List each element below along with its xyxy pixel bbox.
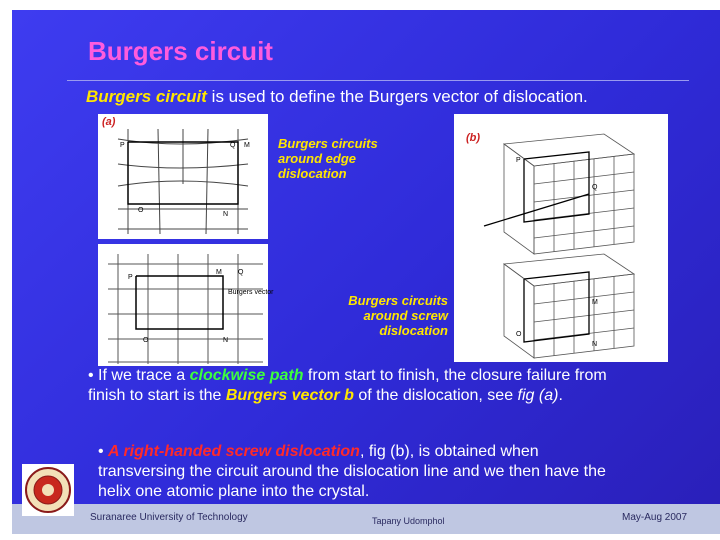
edge-point-o: O [138,207,144,214]
caption-screw-line2: around screw [363,308,448,323]
para1-t7: . [558,387,563,404]
figure-edge-bottom [98,244,274,366]
edge2-point-m: M [216,269,222,276]
university-logo-icon [22,464,74,516]
intro-term: Burgers circuit [86,87,207,106]
screw-circuit-diagram [454,114,668,362]
figure-b-label: (b) [466,132,481,144]
caption-screw-line1: Burgers circuits [348,293,448,308]
edge2-point-o: O [143,337,149,344]
para1-t3: from start to finish, the closure failure from finish to start is the [88,367,607,404]
caption-screw [318,293,448,338]
intro-line [86,87,588,107]
screw-point-n: N [592,341,598,348]
para1-t5: of the dislocation, see [353,387,518,404]
caption-edge-line1: Burgers circuits [278,136,378,151]
edge-circuit-bottom-diagram [98,244,274,366]
para2-t1: • [98,443,109,460]
screw-point-o: O [516,331,522,338]
caption-edge-line3: dislocation [278,166,347,181]
paragraph-clockwise [88,366,628,406]
edge-point-n: N [223,211,229,218]
burgers-vector-label: Burgers vector [228,289,274,296]
para1-clockwise-path: clockwise path [189,367,304,384]
edge-point-q: Q [230,142,236,149]
caption-screw-line3: dislocation [379,323,448,338]
edge-circuit-top-diagram [98,114,268,239]
para2-right-handed: A right-handed screw dislocation [108,443,360,460]
edge2-point-p: P [128,274,133,281]
figure-edge-top [98,114,268,239]
para1-fig-a: fig (a) [517,387,559,404]
figure-a-label: (a) [102,116,116,128]
para1-burgers-vector: Burgers vector b [225,387,354,404]
paragraph-screw [98,442,618,502]
para1-t1: • If we trace a [88,367,190,384]
intro-rest: is used to define the Burgers vector of dislocation. [206,87,588,106]
screw-point-m: M [592,299,598,306]
slide-title: Burgers circuit [88,36,273,66]
caption-edge-line2: around edge [278,151,357,166]
edge-point-m: M [244,142,250,149]
footer-date: May-Aug 2007 [622,512,688,523]
screw-point-p: P [516,157,521,164]
caption-edge [278,136,428,181]
footer-university: Suranaree University of Technology [90,512,248,523]
edge2-point-n: N [223,337,229,344]
title-divider [67,80,689,81]
para2-t3: , fig (b), is obtained when transversing the circuit around the dislocation line and we then have the helix one atomic plane into the crystal. [98,443,606,500]
edge2-point-q: Q [238,269,244,276]
footer-author: Tapany Udomphol [372,516,445,526]
edge-point-p: P [120,142,125,149]
screw-point-q: Q [592,184,598,191]
slide [12,10,720,534]
figure-screw [454,114,668,362]
